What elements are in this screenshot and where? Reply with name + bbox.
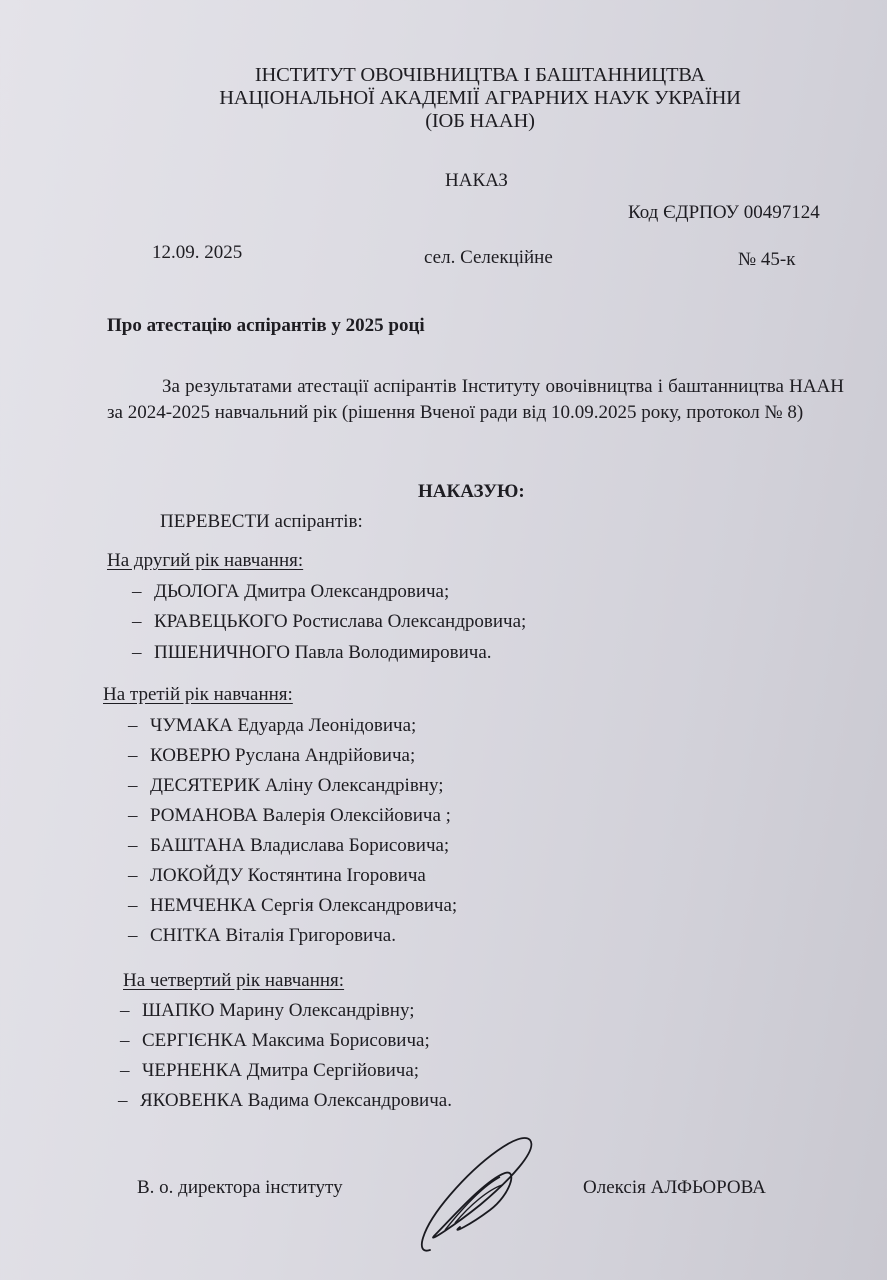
student-name: ЛОКОЙДУ Костянтина Ігоровича (150, 865, 426, 886)
dash: – (128, 775, 138, 796)
student-name: КОВЕРЮ Руслана Андрійовича; (150, 745, 416, 766)
group-heading-second-year: На другий рік навчання: (107, 550, 304, 571)
student-name: СНІТКА Віталія Григоровича. (150, 925, 396, 946)
institute-abbreviation: (ІОБ НААН) (425, 110, 535, 132)
student-name: КРАВЕЦЬКОГО Ростислава Олександровича; (154, 611, 527, 632)
list-item (120, 1060, 419, 1082)
order-word: НАКАЗУЮ: (418, 481, 525, 502)
student-name: ДЕСЯТЕРИК Аліну Олександрівну; (150, 775, 444, 796)
group-heading-fourth-year: На четвертий рік навчання: (123, 970, 345, 991)
dash: – (120, 1000, 130, 1021)
edrpou-code: Код ЄДРПОУ 00497124 (628, 202, 820, 223)
dash: – (128, 745, 138, 766)
list-item (118, 1090, 452, 1112)
signatory-name: Олексія АЛФЬОРОВА (583, 1177, 766, 1198)
handwritten-signature (410, 1135, 540, 1260)
document-type: НАКАЗ (445, 170, 508, 191)
list-item (128, 745, 415, 767)
student-name: ПШЕНИЧНОГО Павла Володимировича. (154, 642, 492, 663)
list-item (128, 835, 449, 857)
dash: – (132, 611, 142, 632)
dash: – (128, 835, 138, 856)
list-item (132, 581, 449, 603)
dash: – (132, 581, 142, 602)
list-item (132, 611, 526, 633)
dash: – (118, 1090, 128, 1111)
dash: – (128, 865, 138, 886)
student-name: БАШТАНА Владислава Борисовича; (150, 835, 450, 856)
student-name: ДЬОЛОГА Дмитра Олександровича; (154, 581, 450, 602)
dash: – (128, 895, 138, 916)
list-item (128, 715, 416, 737)
list-item (120, 1000, 414, 1022)
student-name: ШАПКО Марину Олександрівну; (142, 1000, 415, 1021)
student-name: РОМАНОВА Валерія Олексійовича ; (150, 805, 451, 826)
order-place: сел. Селекційне (424, 247, 553, 268)
order-date: 12.09. 2025 (152, 242, 243, 263)
dash: – (120, 1030, 130, 1051)
dash: – (128, 805, 138, 826)
dash: – (132, 642, 142, 663)
dash: – (128, 925, 138, 946)
group-heading-third-year: На третій рік навчання: (103, 684, 293, 705)
list-item (128, 895, 457, 917)
list-item (128, 925, 396, 947)
list-item (132, 642, 492, 664)
student-name: ЯКОВЕНКА Вадима Олександровича. (140, 1090, 452, 1111)
list-item (128, 775, 444, 797)
institute-name-line1: ІНСТИТУТ ОВОЧІВНИЦТВА І БАШТАННИЦТВА (254, 64, 706, 86)
list-item (128, 805, 451, 827)
student-name: ЧЕРНЕНКА Дмитра Сергійовича; (142, 1060, 420, 1081)
signatory-position: В. о. директора інституту (137, 1177, 343, 1198)
list-item (128, 865, 426, 887)
student-name: ЧУМАКА Едуарда Леонідовича; (150, 715, 417, 736)
institute-name-line2: НАЦІОНАЛЬНОЇ АКАДЕМІЇ АГРАРНИХ НАУК УКРАЇНИ (219, 87, 741, 109)
student-name: СЕРГІЄНКА Максима Борисовича; (142, 1030, 430, 1051)
order-subject: Про атестацію аспірантів у 2025 році (107, 315, 425, 336)
dash: – (120, 1060, 130, 1081)
preamble-text: За результатами атестації аспірантів Інституту овочівництва і баштанництва НААН за 2024-2025 навчальний рік (рішення Вченої ради від 10.09.2025 року, протокол № 8) (107, 376, 844, 423)
list-item (120, 1030, 430, 1052)
order-number: № 45-к (738, 249, 796, 270)
student-name: НЕМЧЕНКА Сергія Олександровича; (150, 895, 458, 916)
transfer-label: ПЕРЕВЕСТИ аспірантів: (160, 511, 363, 532)
preamble-paragraph (107, 374, 844, 426)
dash: – (128, 715, 138, 736)
